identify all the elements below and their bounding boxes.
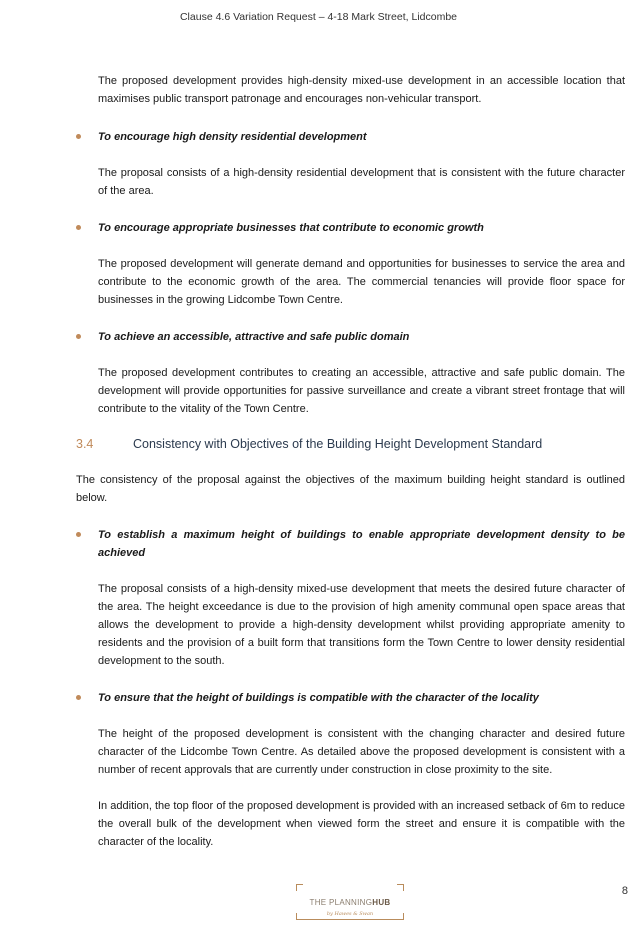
paragraph: The consistency of the proposal against the objectives of the maximum building height standard is outlined below. (76, 474, 625, 504)
paragraph: The height of the proposed development is consistent with the changing character and desired future character of the Lidcombe Town Centre. As detailed above the proposed development is consistent with a number of recent approvals that are currently under construction in close proximity to the site. (98, 728, 625, 776)
paragraph: The proposal consists of a high-density residential development that is consistent with the future character of the area. (98, 167, 625, 197)
bullet-dot-icon (76, 134, 81, 139)
objective-bullet (76, 526, 625, 562)
bullet-dot-icon (76, 225, 81, 230)
bullet-dot-icon (76, 334, 81, 339)
section-heading (76, 435, 542, 453)
objective-text: To encourage appropriate businesses that contribute to economic growth (98, 222, 484, 234)
page-number: 8 (621, 885, 628, 897)
planning-hub-logo (296, 884, 404, 920)
objective-text: To encourage high density residential development (98, 131, 367, 143)
paragraph: The proposed development provides high-density mixed-use development in an accessible location that maximises public transport patronage and encourages non-vehicular transport. (98, 75, 625, 105)
running-header: Clause 4.6 Variation Request – 4-18 Mark Street, Lidcombe (179, 11, 458, 23)
logo-tagline: by Hawes & Swan (326, 911, 374, 917)
bullet-dot-icon (76, 695, 81, 700)
bullet-dot-icon (76, 532, 81, 537)
objective-text: To establish a maximum height of buildings to enable appropriate development density to be achieved (98, 529, 625, 559)
objective-text: To achieve an accessible, attractive and safe public domain (98, 331, 410, 343)
objective-bullet (76, 219, 625, 237)
objective-bullet (76, 689, 625, 707)
objective-bullet (76, 328, 625, 346)
section-number: 3.4 (76, 437, 94, 451)
objective-bullet (76, 128, 625, 146)
paragraph: The proposed development will generate demand and opportunities for businesses to service the area and contribute to the economic growth of the area. The commercial tenancies will provide floor space for businesses in the growing Lidcombe Town Centre. (98, 258, 625, 306)
objective-text: To ensure that the height of buildings is compatible with the character of the locality (98, 692, 539, 704)
paragraph: The proposed development contributes to creating an accessible, attractive and safe public domain. The development will provide opportunities for passive surveillance and create a vibrant street frontage that will contribute to the vitality of the Town Centre. (98, 367, 625, 415)
paragraph: In addition, the top floor of the proposed development is provided with an increased setback of 6m to reduce the overall bulk of the development when viewed form the street and ensure it is compatible with the character of the locality. (98, 800, 625, 848)
section-title: Consistency with Objectives of the Building Height Development Standard (133, 437, 543, 451)
paragraph: The proposal consists of a high-density mixed-use development that meets the desired future character of the area. The height exceedance is due to the provision of high amenity communal open space areas that allows the development to provide a high-density development whilst providing appropriate amenity to residents and the provision of a built form that transitions form the Town Centre to lower density residential development to the south. (98, 583, 625, 667)
logo-wordmark: THE PLANNINGHUB (309, 898, 391, 907)
